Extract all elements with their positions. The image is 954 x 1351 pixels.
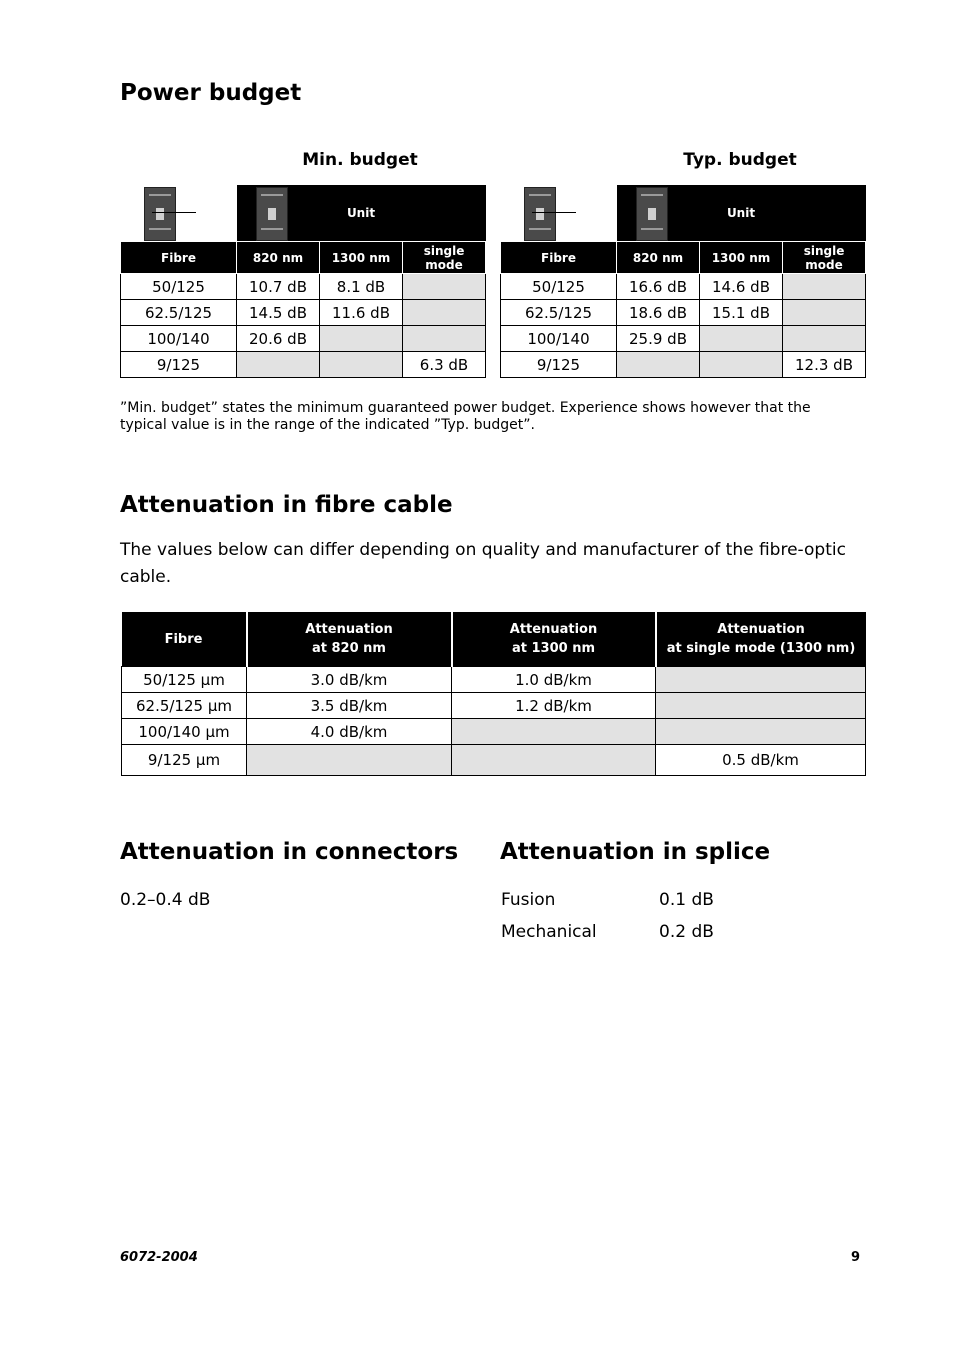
min-budget-cell: 62.5/125 — [121, 300, 237, 326]
attenuation-cell: 1.2 dB/km — [452, 693, 656, 719]
typ-budget-cell — [700, 326, 783, 352]
typ-budget-cell: 14.6 dB — [700, 274, 783, 300]
min-budget-cell — [403, 274, 486, 300]
connectors-title: Attenuation in connectors — [120, 839, 459, 865]
fibre-cable-paragraph — [120, 537, 860, 591]
power-budget-title: Power budget — [120, 80, 302, 106]
splice-mechanical-label: Mechanical — [501, 922, 597, 942]
fibre-cable-title: Attenuation in fibre cable — [120, 492, 453, 518]
min-budget-header-cell: 1300 nm — [320, 242, 403, 274]
typ-budget-cell: 100/140 — [501, 326, 617, 352]
splice-mechanical-value: 0.2 dB — [659, 922, 714, 942]
attenuation-cell: 4.0 dB/km — [247, 719, 452, 745]
attenuation-header-line: at single mode (1300 nm) — [666, 641, 856, 656]
attenuation-cell: 3.5 dB/km — [247, 693, 452, 719]
typ-budget-title: Typ. budget — [683, 150, 797, 170]
typ-budget-cell — [617, 352, 700, 378]
min-budget-cell: 50/125 — [121, 274, 237, 300]
attenuation-cell — [452, 745, 656, 776]
attenuation-cell: 3.0 dB/km — [247, 667, 452, 693]
typ-budget-header-cell: 820 nm — [617, 242, 700, 274]
budget-note-line: ”Min. budget” states the minimum guaranteed power budget. Experience shows however that the — [120, 400, 811, 416]
attenuation-header-cell — [452, 612, 656, 667]
table-row — [121, 274, 486, 300]
table-row — [122, 745, 866, 776]
min-budget-cell — [237, 352, 320, 378]
typ-budget-cell: 18.6 dB — [617, 300, 700, 326]
typ-budget-header-cell: 1300 nm — [700, 242, 783, 274]
fibre-cable-paragraph-line: The values below can differ depending on quality and manufacturer of the fibre-optic — [120, 540, 846, 560]
device-icon — [144, 187, 176, 241]
attenuation-cell — [452, 719, 656, 745]
table-row — [122, 693, 866, 719]
attenuation-cell: 62.5/125 µm — [122, 693, 247, 719]
min-budget-cell: 8.1 dB — [320, 274, 403, 300]
attenuation-header-line: Fibre — [164, 631, 203, 647]
attenuation-header-line: Attenuation — [509, 622, 598, 637]
splice-fusion-value: 0.1 dB — [659, 890, 714, 910]
min-budget-cell — [320, 352, 403, 378]
attenuation-header-cell — [122, 612, 247, 667]
table-row — [121, 326, 486, 352]
budget-note — [120, 400, 860, 434]
min-budget-table — [120, 185, 486, 378]
table-row — [501, 326, 866, 352]
typ-budget-cell — [783, 300, 866, 326]
attenuation-header-line: at 820 nm — [312, 641, 386, 656]
fibre-line-icon — [532, 212, 576, 213]
attenuation-cell: 50/125 µm — [122, 667, 247, 693]
fibre-attenuation-table — [121, 612, 866, 776]
typ-budget-header-cell: single mode — [783, 242, 866, 274]
page-number: 9 — [850, 1250, 860, 1265]
min-budget-cell: 10.7 dB — [237, 274, 320, 300]
typ-budget-cell: 9/125 — [501, 352, 617, 378]
typ-budget-cell — [700, 352, 783, 378]
min-budget-header-cell: 820 nm — [237, 242, 320, 274]
device-icon — [256, 187, 288, 241]
attenuation-header-line: Attenuation — [717, 622, 805, 637]
attenuation-cell — [656, 667, 866, 693]
min-budget-cell: 6.3 dB — [403, 352, 486, 378]
min-budget-cell: 100/140 — [121, 326, 237, 352]
table-row — [501, 300, 866, 326]
splice-title: Attenuation in splice — [500, 839, 771, 865]
attenuation-cell — [656, 693, 866, 719]
min-budget-cell: 14.5 dB — [237, 300, 320, 326]
unit-header: Unit — [617, 185, 866, 242]
fibre-cable-paragraph-line: cable. — [120, 567, 172, 587]
min-budget-header-cell: Fibre — [121, 242, 237, 274]
table-row — [501, 274, 866, 300]
attenuation-header-line: Attenuation — [305, 622, 393, 637]
min-budget-cell: 20.6 dB — [237, 326, 320, 352]
device-icon — [524, 187, 556, 241]
fibre-line-icon — [152, 212, 196, 213]
typ-budget-header-cell: Fibre — [501, 242, 617, 274]
fibre-link-diagram — [121, 185, 237, 242]
attenuation-cell: 0.5 dB/km — [656, 745, 866, 776]
table-row — [121, 352, 486, 378]
min-budget-cell — [320, 326, 403, 352]
typ-budget-cell: 15.1 dB — [700, 300, 783, 326]
typ-budget-cell — [783, 274, 866, 300]
attenuation-header-cell — [656, 612, 866, 667]
table-row — [121, 300, 486, 326]
typ-budget-cell: 50/125 — [501, 274, 617, 300]
min-budget-cell — [403, 326, 486, 352]
typ-budget-cell: 16.6 dB — [617, 274, 700, 300]
min-budget-header-cell: single mode — [403, 242, 486, 274]
typ-budget-cell — [783, 326, 866, 352]
table-row — [501, 352, 866, 378]
attenuation-cell — [656, 719, 866, 745]
table-row — [122, 719, 866, 745]
min-budget-cell: 11.6 dB — [320, 300, 403, 326]
table-row — [122, 667, 866, 693]
splice-fusion-label: Fusion — [501, 890, 556, 910]
typ-budget-table — [500, 185, 866, 378]
typ-budget-cell: 25.9 dB — [617, 326, 700, 352]
typ-budget-cell: 12.3 dB — [783, 352, 866, 378]
device-icon — [636, 187, 668, 241]
attenuation-cell: 9/125 µm — [122, 745, 247, 776]
connectors-value: 0.2–0.4 dB — [120, 890, 211, 910]
attenuation-header-line: at 1300 nm — [511, 641, 596, 656]
typ-budget-cell: 62.5/125 — [501, 300, 617, 326]
attenuation-cell — [247, 745, 452, 776]
min-budget-cell: 9/125 — [121, 352, 237, 378]
attenuation-header-cell — [247, 612, 452, 667]
attenuation-cell: 100/140 µm — [122, 719, 247, 745]
min-budget-cell — [403, 300, 486, 326]
attenuation-cell: 1.0 dB/km — [452, 667, 656, 693]
unit-header: Unit — [237, 185, 486, 242]
min-budget-title: Min. budget — [302, 150, 418, 170]
fibre-link-diagram — [501, 185, 617, 242]
budget-note-line: typical value is in the range of the indicated ”Typ. budget”. — [120, 417, 535, 433]
doc-number: 6072-2004 — [120, 1250, 198, 1265]
